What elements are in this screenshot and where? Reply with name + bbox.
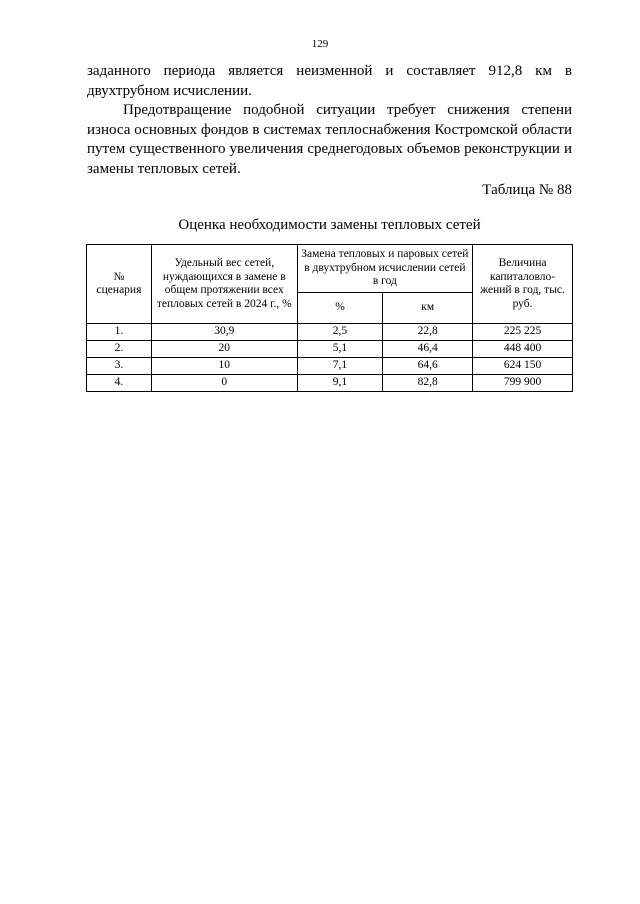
cell-capex: 448 400 — [473, 341, 573, 358]
page-number: 129 — [311, 38, 329, 50]
cell-km: 22,8 — [383, 324, 473, 341]
cell-km: 64,6 — [383, 358, 473, 375]
header-replacement: Замена тепловых и паровых сетей в двухтрубном исчислении сетей в год — [297, 245, 473, 293]
header-capex: Величина капиталовло-жений в год, тыс. руб. — [473, 245, 573, 324]
cell-share: 30,9 — [151, 324, 297, 341]
cell-capex: 624 150 — [473, 358, 573, 375]
cell-scenario: 2. — [87, 341, 152, 358]
table-row — [87, 358, 573, 375]
cell-capex: 799 900 — [473, 375, 573, 392]
cell-scenario: 3. — [87, 358, 152, 375]
cell-capex: 225 225 — [473, 324, 573, 341]
cell-percent: 2,5 — [297, 324, 383, 341]
paragraph-prevention: Предотвращение подобной ситуации требует снижения степени износа основных фондов в системах теплоснабжения Костромской области путем существенного увеличения среднегодовых объемов реконструкции и замены тепловых сетей. — [87, 102, 572, 177]
table-row — [87, 341, 573, 358]
table-caption: Оценка необходимости замены тепловых сетей — [178, 217, 481, 233]
cell-scenario: 1. — [87, 324, 152, 341]
table-row — [87, 324, 573, 341]
cell-km: 82,8 — [383, 375, 473, 392]
cell-percent: 5,1 — [297, 341, 383, 358]
table-row — [87, 375, 573, 392]
cell-scenario: 4. — [87, 375, 152, 392]
cell-percent: 9,1 — [297, 375, 383, 392]
heat-network-replacement-table — [86, 244, 573, 392]
header-share: Удельный вес сетей, нуждающихся в замене в общем протяжении всех тепловых сетей в 2024 г., % — [151, 245, 297, 324]
cell-km: 46,4 — [383, 341, 473, 358]
cell-percent: 7,1 — [297, 358, 383, 375]
cell-share: 20 — [151, 341, 297, 358]
header-percent: % — [297, 293, 383, 324]
paragraph-continuation: заданного периода является неизменной и составляет 912,8 км в двухтрубном исчислении. — [87, 63, 572, 99]
table-number: Таблица № 88 — [482, 182, 572, 198]
cell-share: 10 — [151, 358, 297, 375]
header-km: км — [383, 293, 473, 324]
cell-share: 0 — [151, 375, 297, 392]
header-scenario: № сценария — [87, 245, 152, 324]
